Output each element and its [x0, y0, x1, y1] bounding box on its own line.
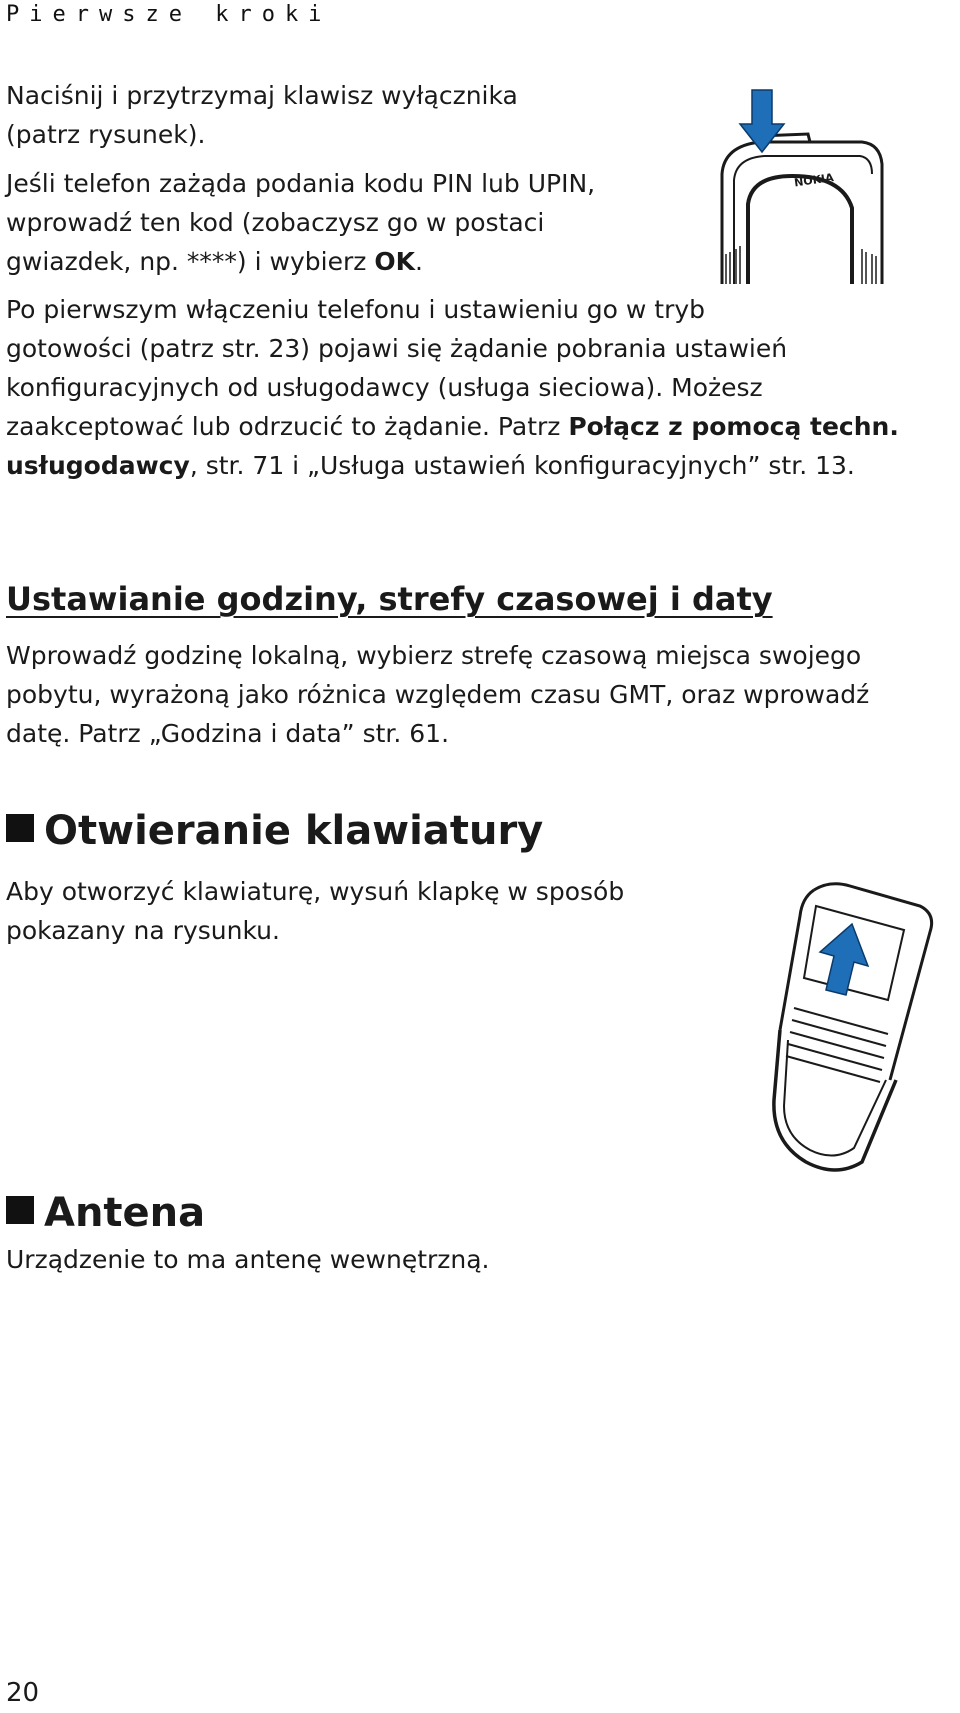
- ok-softkey-label: OK: [374, 247, 415, 276]
- heading-text: Antena: [44, 1190, 206, 1236]
- text-line: [6, 242, 595, 281]
- text-line: datę. Patrz „Godzina i data” str. 61.: [6, 719, 450, 748]
- antenna-text: [6, 1240, 490, 1279]
- page-number: 20: [6, 1678, 40, 1708]
- keypad-text: [6, 872, 624, 950]
- section-header: Pierwsze kroki: [6, 2, 332, 27]
- section-heading-keypad: [6, 808, 543, 854]
- text-line: [6, 407, 899, 446]
- text-line: Jeśli telefon zażąda podania kodu PIN lub UPIN,: [6, 169, 596, 198]
- section-square-icon: [6, 1196, 34, 1224]
- text-span: .: [414, 247, 423, 276]
- text-line: Wprowadź godzinę lokalną, wybierz strefę czasową miejsca swojego: [6, 641, 862, 670]
- text-line: (patrz rysunek).: [6, 120, 206, 149]
- power-on-text: [6, 76, 518, 154]
- text-line: pobytu, wyrażoną jako różnica względem czasu GMT, oraz wprowadź: [6, 680, 870, 709]
- text-line: Urządzenie to ma antenę wewnętrzną.: [6, 1245, 490, 1274]
- text-line: gotowości (patrz str. 23) pojawi się żądanie pobrania ustawień: [6, 334, 788, 363]
- time-text: [6, 636, 869, 753]
- pin-text: [6, 164, 595, 281]
- text-line: wprowadź ten kod (zobaczysz go w postaci: [6, 208, 545, 237]
- cross-reference-link: usługodawcy: [6, 451, 190, 480]
- up-arrow-icon: [820, 924, 868, 995]
- text-line: konfiguracyjnych od usługodawcy (usługa sieciowa). Możesz: [6, 373, 763, 402]
- text-span: zaakceptować lub odrzucić to żądanie. Patrz: [6, 412, 569, 441]
- text-line: [6, 446, 899, 485]
- text-line: Naciśnij i przytrzymaj klawisz wyłącznika: [6, 81, 518, 110]
- phone-logo: NOKIA: [793, 171, 835, 190]
- cross-reference-link: Połącz z pomocą techn.: [568, 412, 899, 441]
- text-line: pokazany na rysunku.: [6, 916, 280, 945]
- section-heading-time: Ustawianie godziny, strefy czasowej i daty: [6, 580, 773, 618]
- slide-open-illustration: [770, 880, 950, 1180]
- text-line: Aby otworzyć klawiaturę, wysuń klapkę w sposób: [6, 877, 625, 906]
- section-heading-antenna: [6, 1190, 205, 1236]
- text-line: Po pierwszym włączeniu telefonu i ustawieniu go w tryb: [6, 295, 706, 324]
- power-key-illustration: [712, 84, 884, 286]
- text-span: , str. 71 i „Usługa ustawień konfiguracyjnych” str. 13.: [189, 451, 855, 480]
- section-square-icon: [6, 814, 34, 842]
- config-text: [6, 290, 899, 485]
- text-span: gwiazdek, np. ****) i wybierz: [6, 247, 375, 276]
- heading-text: Otwieranie klawiatury: [44, 808, 544, 854]
